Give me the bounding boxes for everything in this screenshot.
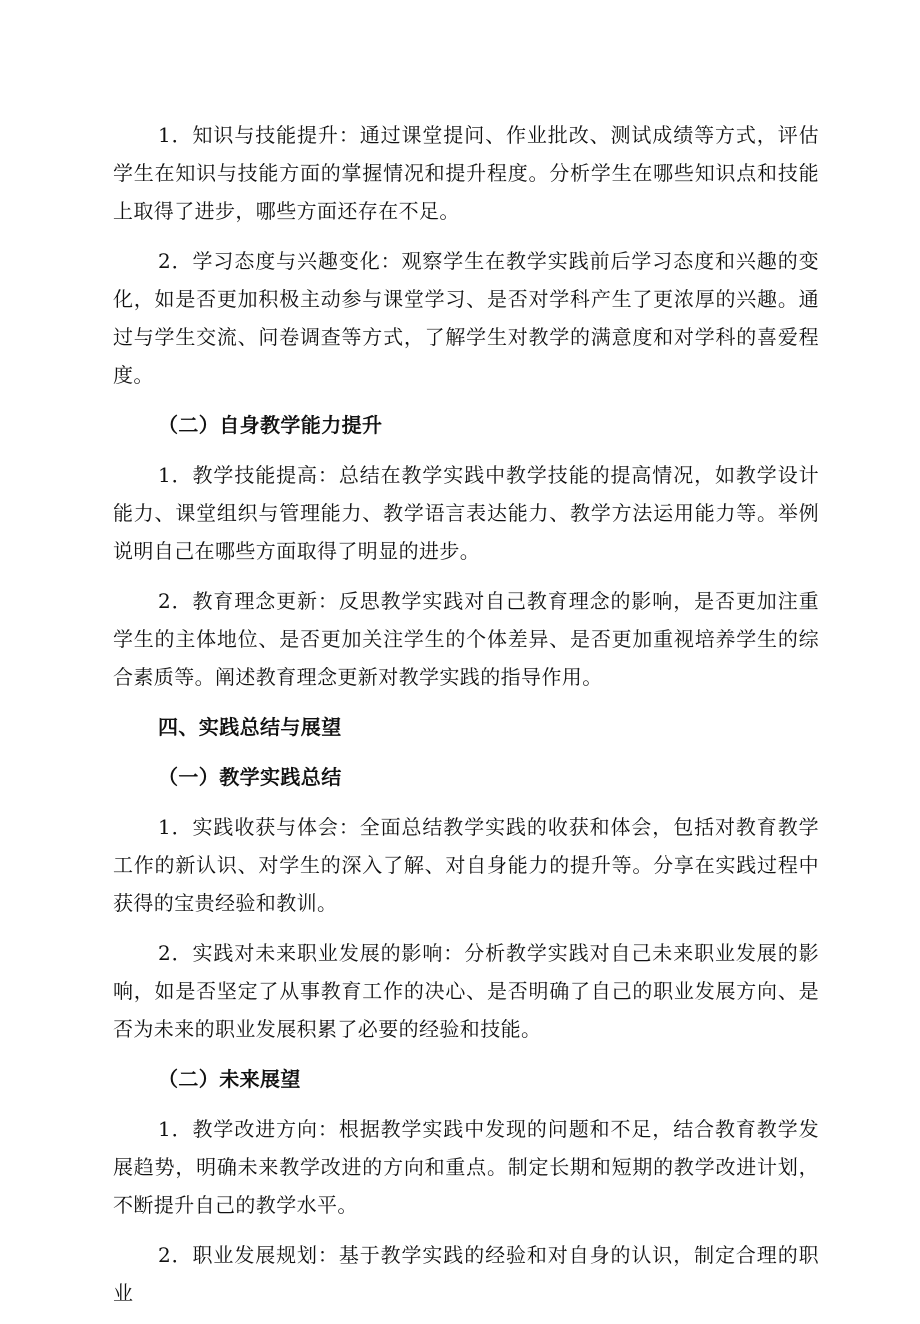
paragraph-education-concept: 2．教育理念更新：反思教学实践对自己教育理念的影响，是否更加注重学生的主体地位、是否更加关注学生的个体差异、是否更加重视培养学生的综合素质等。阐述教育理念更新对教学实践的指导作用。 bbox=[113, 589, 819, 689]
section-heading-practice-summary: （一）教学实践总结 bbox=[158, 765, 342, 789]
paragraph-teaching-skills: 1．教学技能提高：总结在教学实践中教学技能的提高情况，如教学设计能力、课堂组织与管理能力、教学语言表达能力、教学方法运用能力等。举例说明自己在哪些方面取得了明显的进步。 bbox=[113, 463, 819, 563]
document-page bbox=[113, 116, 819, 1324]
section-heading-future-outlook: （二）未来展望 bbox=[158, 1067, 301, 1091]
paragraph-improvement-direction: 1．教学改进方向：根据教学实践中发现的问题和不足，结合教育教学发展趋势，明确未来教学改进的方向和重点。制定长期和短期的教学改进计划，不断提升自己的教学水平。 bbox=[113, 1117, 819, 1217]
section-heading-teaching-ability: （二）自身教学能力提升 bbox=[158, 413, 383, 437]
paragraph-gains-experience: 1．实践收获与体会：全面总结教学实践的收获和体会，包括对教育教学工作的新认识、对学生的深入了解、对自身能力的提升等。分享在实践过程中获得的宝贵经验和教训。 bbox=[113, 815, 819, 915]
paragraph-career-impact: 2．实践对未来职业发展的影响：分析教学实践对自己未来职业发展的影响，如是否坚定了从事教育工作的决心、是否明确了自己的职业发展方向、是否为未来的职业发展积累了必要的经验和技能。 bbox=[113, 941, 819, 1041]
chapter-heading-summary-outlook: 四、实践总结与展望 bbox=[158, 715, 342, 739]
paragraph-knowledge-skill: 1．知识与技能提升：通过课堂提问、作业批改、测试成绩等方式，评估学生在知识与技能方面的掌握情况和提升程度。分析学生在哪些知识点和技能上取得了进步，哪些方面还存在不足。 bbox=[113, 123, 819, 223]
paragraph-career-planning: 2．职业发展规划：基于教学实践的经验和对自身的认识，制定合理的职业 bbox=[113, 1243, 819, 1305]
paragraph-attitude-interest: 2．学习态度与兴趣变化：观察学生在教学实践前后学习态度和兴趣的变化，如是否更加积极主动参与课堂学习、是否对学科产生了更浓厚的兴趣。通过与学生交流、问卷调查等方式，了解学生对教学的满意度和对学科的喜爱程度。 bbox=[113, 249, 819, 387]
